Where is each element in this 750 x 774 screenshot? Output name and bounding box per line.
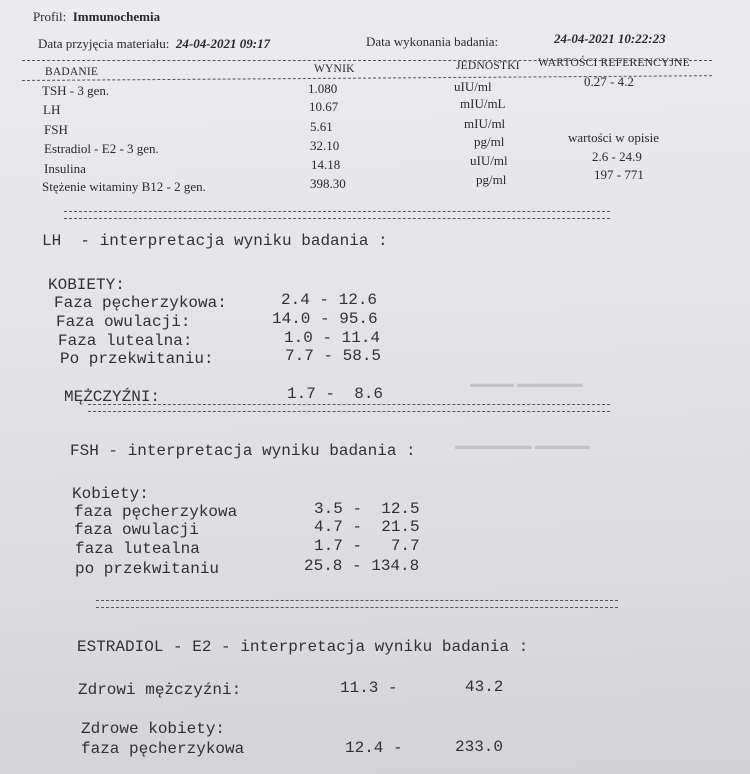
col-header-unit: JEDNOSTKI (456, 60, 520, 72)
row-test-name: TSH - 3 gen. (42, 83, 110, 98)
fsh-women-label: Kobiety: (72, 485, 149, 503)
row-unit: pg/ml (474, 134, 505, 149)
e2-men-to: 43.2 (465, 678, 504, 696)
fsh-section-title: FSH - interpretacja wyniku badania : (70, 442, 416, 460)
profile-label: Profil: (33, 9, 67, 24)
lh-row-range: 7.7 - 58.5 (285, 347, 382, 365)
row-test-name: FSH (44, 122, 68, 137)
e2-phase-from: 12.4 - (345, 739, 403, 757)
row-unit: uIU/ml (470, 153, 508, 168)
intake-label: Data przyjęcia materiału: (38, 36, 170, 51)
row-ref: 2.6 - 24.9 (592, 149, 642, 164)
section-divider (64, 211, 610, 219)
lh-women-label: KOBIETY: (48, 276, 125, 294)
row-ref: 0.27 - 4.2 (584, 74, 634, 89)
fsh-row-label: faza owulacji (74, 521, 199, 539)
fsh-row-label: faza pęcherzykowa (74, 503, 238, 521)
row-unit: mIU/ml (464, 116, 506, 131)
row-unit: pg/ml (476, 172, 507, 187)
row-unit: mIU/mL (460, 96, 506, 111)
lh-row-label: Po przekwitaniu: (60, 350, 214, 368)
exec-value: 24-04-2021 10:22:23 (554, 31, 666, 46)
profile-line (33, 9, 160, 25)
lh-men-label: MĘŻCZYŹNI: (64, 388, 161, 406)
row-result: 1.080 (308, 81, 338, 96)
row-result: 10.67 (309, 99, 339, 114)
exec-label: Data wykonania badania: (366, 34, 499, 49)
lh-row-range: 2.4 - 12.6 (281, 291, 378, 309)
fsh-row-range: 4.7 - 21.5 (314, 518, 420, 536)
e2-phase-to: 233.0 (455, 738, 504, 756)
row-test-name: Insulina (44, 161, 86, 176)
row-result: 32.10 (310, 138, 340, 153)
e2-women-label: Zdrowe kobiety: (81, 720, 226, 738)
row-test-name: Estradiol - E2 - 3 gen. (44, 141, 159, 156)
section-divider (96, 600, 618, 608)
lh-row-range: 14.0 - 95.6 (272, 310, 378, 328)
lh-row-range: 1.0 - 11.4 (284, 329, 381, 347)
fsh-row-label: faza lutealna (75, 540, 200, 558)
fsh-row-range: 3.5 - 12.5 (314, 500, 420, 518)
fsh-row-range: 1.7 - 7.7 (314, 537, 420, 555)
lh-section-title: LH - interpretacja wyniku badania : (42, 232, 388, 250)
row-unit: uIU/ml (454, 79, 492, 94)
col-header-test: BADANIE (45, 66, 99, 78)
row-result: 14.18 (311, 157, 341, 172)
lh-row-label: Faza pęcherzykowa: (54, 294, 227, 312)
fsh-row-range: 25.8 - 134.8 (304, 557, 420, 575)
row-result: 398.30 (310, 176, 346, 191)
row-test-name: LH (43, 102, 61, 117)
e2-section-title: ESTRADIOL - E2 - interpretacja wyniku badania : (77, 638, 529, 656)
bleed-through-text: ▬▬▬▬▬▬▬ ▬▬▬▬▬ (455, 440, 590, 452)
profile-value: Immunochemia (72, 9, 161, 24)
bleed-through-text: ▬▬▬▬ ▬▬▬▬▬▬ (470, 378, 583, 390)
row-ref: 197 - 771 (594, 167, 644, 182)
col-header-result: WYNIK (314, 63, 355, 75)
fsh-row-label: po przekwitaniu (75, 560, 220, 578)
col-header-ref: WARTOŚCI REFERENCYJNE (538, 57, 690, 69)
lh-row-label: Faza owulacji: (56, 313, 191, 331)
section-divider (88, 404, 610, 412)
e2-men-from: 11.3 - (340, 679, 398, 697)
intake-date-line (38, 36, 270, 52)
row-ref: wartości w opisie (568, 130, 659, 145)
intake-value: 24-04-2021 09:17 (175, 36, 271, 51)
lh-row-label: Faza lutealna: (58, 332, 193, 350)
e2-men-label: Zdrowi mężczyźni: (78, 681, 242, 699)
row-test-name: Stężenie witaminy B12 - 2 gen. (42, 179, 206, 194)
e2-phase-label: faza pęcherzykowa (81, 740, 245, 758)
lh-men-range: 1.7 - 8.6 (287, 385, 384, 403)
row-result: 5.61 (310, 119, 333, 134)
